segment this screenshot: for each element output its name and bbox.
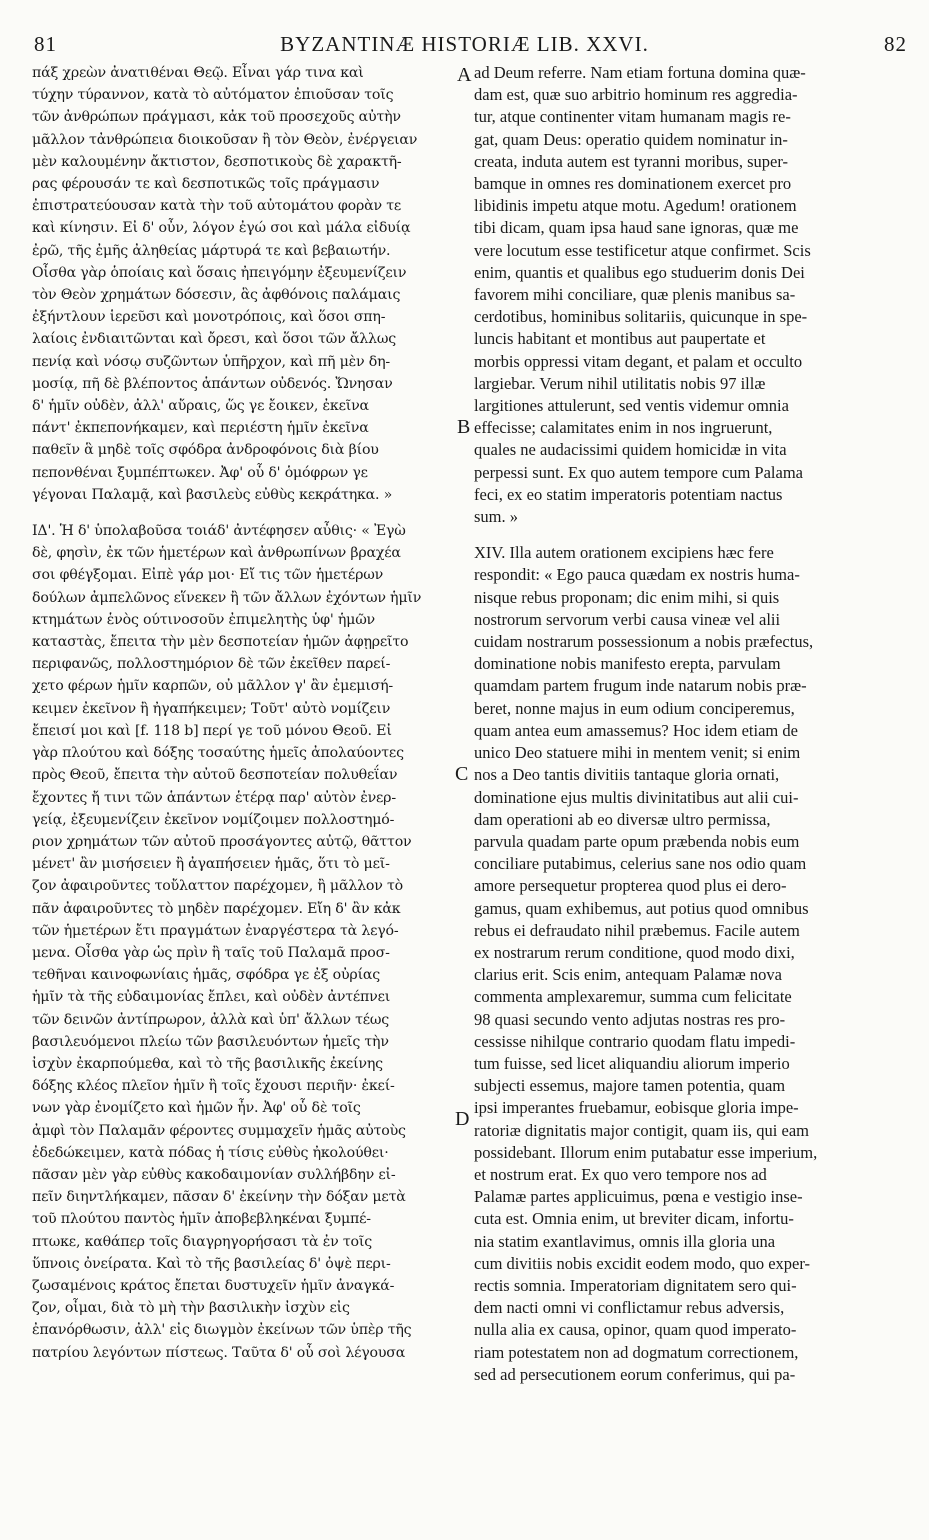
text-line: πατρίου λεγόντων πίστεως. Ταῦτα δ' οὖ σοὶ λέγουσα bbox=[32, 1344, 406, 1361]
text-line: ὕπνοις ὀνείρατα. Καὶ τὸ τῆς βασιλείας δ' ὀψὲ περι- bbox=[32, 1255, 391, 1272]
text-line: ζον ἀφαιροῦντες τοὔλαττον παρέχομεν, ἢ μᾶλλον τὸ bbox=[32, 878, 403, 895]
text-line: nulla alia ex causa, opinor, quam quod imperato- bbox=[474, 1320, 797, 1340]
text-line: luncis habitant et montibus aut paupertate et bbox=[474, 329, 766, 349]
text-line: μᾶλλον τἀνθρώπεια διοικοῦσαν ἢ τὸν Θεὸν, ἐνέργειαν bbox=[32, 131, 418, 148]
text-line: ζον, οἶμαι, διὰ τὸ μὴ τὴν βασιλικὴν ἰσχὺν εἰς bbox=[32, 1300, 350, 1317]
text-line: clarius erit. Scis enim, antequam Palamæ nova bbox=[474, 965, 782, 985]
text-line: tur, atque continenter vitam humanam magis re- bbox=[474, 107, 791, 127]
text-line: effecisse; calamitates enim in nos ingruerunt, bbox=[474, 418, 773, 438]
text-line: largiebar. Verum nihil utilitatis nobis 97 illæ bbox=[474, 373, 766, 393]
text-line: καὶ κίνησιν. Εἰ δ' οὖν, λόγον ἐγώ σοι καὶ μάλα εἰδυίᾳ bbox=[32, 220, 411, 237]
text-line: γείᾳ, ἐξευμενίζειν ἐκεῖνον νομίζοιμεν πολλοστημό- bbox=[32, 811, 395, 828]
text-line: κειμεν ἐκεῖνον ἢ ἠγαπήκειμεν; Τοῦτ' αὐτὸ νομίζειν bbox=[32, 700, 391, 717]
text-line: λαίοις ἐνδιαιτῶνται καὶ ὄρεσι, καὶ ὅσοι τῶν ἄλλως bbox=[32, 331, 396, 348]
text-line: βασιλευόμενοι πλείω τῶν βασιλευόντων ἡμεῖς τὴν bbox=[32, 1033, 389, 1050]
text-line: καταστὰς, ἔπειτα τὴν μὲν δεσποτείαν ἡμῶν ἀφῃρεῖτο bbox=[32, 634, 409, 651]
text-line: τῶν δεινῶν ἀντίπρωρον, ἀλλὰ καὶ ὑπ' ἄλλων τέως bbox=[32, 1011, 390, 1028]
text-line: χετο φέρων ἡμῖν καρπῶν, οὐ μᾶλλον γ' ἂν ἐμεμισή- bbox=[32, 678, 394, 695]
text-line: commenta amplexaremur, summa cum felicitate bbox=[474, 987, 792, 1007]
paragraph-gap bbox=[474, 528, 910, 542]
margin-marker-c: C bbox=[455, 763, 469, 785]
text-line: μενα. Οἶσθα γὰρ ὡς πρὶν ἢ ταῖς τοῦ Παλαμᾶ προσ- bbox=[32, 944, 390, 961]
text-line: νων γὰρ ἐνομίζετο καὶ ἡμῶν ἦν. Ἀφ' οὗ δὲ τοῖς bbox=[32, 1100, 361, 1117]
text-line: cessisse nihilque contrario quodam flatu impedi- bbox=[474, 1031, 796, 1051]
text-line: cerdotibus, hominibus solitariis, quicunque in spe- bbox=[474, 307, 808, 327]
text-line: ex nostrarum rerum conditione, quod modo dixi, bbox=[474, 942, 795, 962]
text-line: favorem mihi conciliare, quæ plenis manibus sa- bbox=[474, 285, 796, 305]
text-line: dam est, quæ suo arbitrio hominum res aggredia- bbox=[474, 85, 798, 105]
running-title: BYZANTINÆ HISTORIÆ LIB. XXVI. bbox=[280, 32, 649, 56]
text-line: rectis somnia. Imperatoriam dignitatem sero qui- bbox=[474, 1275, 797, 1295]
text-line: quales ne audacissimi quidem homicidæ in vita bbox=[474, 440, 787, 460]
text-line: περιφανῶς, πολλοστημόριον δὲ τῶν ἐκεῖθεν παρεί- bbox=[32, 656, 391, 673]
text-line: ζωσαμένοις κράτος ἔπεται δυστυχεῖν ἡμῖν ἀναγκά- bbox=[32, 1277, 395, 1294]
text-line: conciliare putabimus, celerius sane nos odio quam bbox=[474, 854, 807, 874]
text-line: ἡμῖν τὰ τῆς εὐδαιμονίας ἔπλει, καὶ οὐδὲν ἀντέπνει bbox=[32, 989, 391, 1006]
text-line: μὲν καλουμένην ἄκτιστον, δεσποτικοὺς δὲ χαρακτῆ- bbox=[32, 153, 402, 170]
text-line: libidinis impetu atque motu. Agedum! orationem bbox=[474, 196, 797, 216]
margin-marker-d: D bbox=[455, 1108, 470, 1130]
text-line: κτημάτων ἑνὸς ούτινοσοῦν ἐπιμελητὴς ὑφ' ἡμῶν bbox=[32, 611, 375, 628]
text-line: ΙΔ'. Ἡ δ' ὑπολαβοῦσα τοιάδ' ἀντέφησεν αὖθις· « Ἐγὼ bbox=[32, 523, 406, 540]
text-line: πενίᾳ καὶ νόσῳ συζῶντων ὑπῆρχον, καὶ πῆ μὲν δη- bbox=[32, 353, 390, 370]
text-line: nisque rebus proponam; dic enim mihi, si quis bbox=[474, 587, 780, 607]
text-line: cuta est. Omnia enim, ut breviter dicam, infortu- bbox=[474, 1209, 794, 1229]
text-line: τῶν ἡμετέρων ἔτι πραγμάτων ἐναργέστερα τὰ λεγό- bbox=[32, 922, 399, 939]
text-line: nostrorum servorum verbi causa vineæ vel alii bbox=[474, 609, 781, 629]
text-line: σοι φθέγξομαι. Εἰπὲ γάρ μοι· Εἴ τις τῶν ἡμετέρων bbox=[32, 567, 384, 584]
text-line: tum fuisse, sed licet aliquandiu aliorum imperio bbox=[474, 1053, 790, 1073]
margin-marker-a: A bbox=[457, 64, 472, 86]
text-line: dominatione ejus multis divinitatibus aut alii cui- bbox=[474, 787, 799, 807]
text-line: πεπονθέναι ξυμπέπτωκεν. Ἀφ' οὗ δ' ὁμόφρων γε bbox=[32, 464, 368, 481]
text-line: ἐπανόρθωσιν, ἀλλ' εἰς διωγμὸν ἐκείνων τῶν ὑπὲρ τῆς bbox=[32, 1322, 412, 1339]
text-line: πεῖν διηντλήκαμεν, πᾶσαν δ' ἐκείνην τὴν δόξαν μετὰ bbox=[32, 1189, 406, 1206]
text-line: τεθῆναι καινοφωνίαις ἡμᾶς, σφόδρα γε ἐξ οὐρίας bbox=[32, 967, 381, 984]
text-line: ἐδεδώκειμεν, κατὰ πόδας ἡ τίσις εὐθὺς ἠκολούθει· bbox=[32, 1144, 389, 1161]
text-line: amore persequetur propterea quod plus ei dero- bbox=[474, 876, 787, 896]
text-line: riam potestatem non ad dogmatum correctionem, bbox=[474, 1342, 799, 1362]
text-line: et nostrum erat. Ex quo vero tempore nos ad bbox=[474, 1164, 767, 1184]
text-line: subjecti essemus, majore tamen potentia, quam bbox=[474, 1076, 786, 1096]
text-line: parvula quadam parte opum præbenda nobis eum bbox=[474, 831, 800, 851]
text-line: cum divitiis nobis excidit eodem modo, quo exper- bbox=[474, 1253, 811, 1273]
text-line: dominatione nobis manifesto erepta, parvulam bbox=[474, 654, 781, 674]
text-line: δούλων ἀμπελῶνος εἵνεκεν ἢ τῶν ἄλλων ἐχόντων ἡμῖν bbox=[32, 589, 422, 606]
text-line: ἰσχὺν ἐκαρπούμεθα, καὶ τὸ τῆς βασιλικῆς ἐκείνης bbox=[32, 1055, 383, 1072]
text-line: τὸν Θεὸν χρημάτων δόσεσιν, ἃς ἀφθόνοις παλάμαις bbox=[32, 287, 401, 304]
text-line: perpessi sunt. Ex quo autem tempore cum Palama bbox=[474, 462, 804, 482]
text-line: tibi dicam, quam ipsa haud sane ignoras, quæ me bbox=[474, 218, 799, 238]
text-line: τῶν ἀνθρώπων πράγμασι, κἀκ τοῦ προσεχοῦς αὐτὴν bbox=[32, 109, 401, 126]
text-line: largitiones attulerunt, sed ventis videmur omnia bbox=[474, 396, 789, 416]
text-line: possidebant. Illorum enim putabatur esse imperium, bbox=[474, 1142, 818, 1162]
text-line: τοῦ πλούτου παντὸς ἡμῖν ἀποβεβληκέναι ξυμπέ- bbox=[32, 1211, 371, 1228]
text-line: ἐπιστρατεύουσαν κατὰ τὴν τοῦ αὐτομάτου φορὰν τε bbox=[32, 198, 401, 215]
text-line: δὲ, φησὶν, ἐκ τῶν ἡμετέρων καὶ ἀνθρωπίνων βραχέα bbox=[32, 545, 401, 562]
paragraph-gap bbox=[32, 506, 448, 520]
text-line: bamque in omnes res dominationem exercet pro bbox=[474, 174, 792, 194]
text-line: πρὸς Θεοῦ, ἔπειτα τὴν αὐτοῦ δεσποτείαν πολυθεΐαν bbox=[32, 767, 398, 784]
text-line: feci, ex eo statim imperatoris potentiam nactus bbox=[474, 484, 783, 504]
text-line: ριον χρημάτων τῶν αὐτοῦ προσάγοντες αὐτῷ, θᾶττον bbox=[32, 833, 412, 850]
text-line: γὰρ πλούτου καὶ δόξης τοσαύτης ἡμεῖς ἀπολαύοντες bbox=[32, 745, 404, 762]
text-line: nia statim exantlavimus, omnis illa gloria una bbox=[474, 1231, 776, 1251]
text-line: sed ad persecutionem eorum conferimus, qui pa- bbox=[474, 1364, 796, 1384]
page-number-right: 82 bbox=[884, 32, 907, 56]
margin-marker-b: B bbox=[457, 416, 471, 438]
text-line: beret, nonne majus in eum odium conciperemus, bbox=[474, 698, 795, 718]
text-line: ἀμφὶ τὸν Παλαμᾶν φέροντες συμμαχεῖν ἡμᾶς αὐτοὺς bbox=[32, 1122, 406, 1139]
text-line: ρας φέρουσάν τε καὶ δεσποτικῶς τοῖς πράγμασιν bbox=[32, 176, 380, 193]
text-line: δ' ἡμῖν οὐδὲν, ἀλλ' αὔραις, ὥς γε ἔοικεν, ἐκεῖνα bbox=[32, 398, 369, 415]
text-line: ἐξήντλουν ἱερεῦσι καὶ μονοτρόποις, καὶ ὅσοι σπη- bbox=[32, 309, 386, 326]
text-line: Palamæ partes applicuimus, pœna e vestigio inse- bbox=[474, 1187, 803, 1207]
text-line: morbis oppressi vitam degant, et palam et occulto bbox=[474, 351, 803, 371]
text-line: vere locutum esse testificetur atque confirmet. Scis bbox=[474, 240, 811, 260]
text-line: nos a Deo tantis divitiis tantaque gloria ornati, bbox=[474, 765, 780, 785]
text-line: τύχην τύραννον, κατὰ τὸ αὐτόματον ἐπιοῦσαν τοῖς bbox=[32, 87, 394, 104]
text-line: ἔπεισί μοι καὶ [f. 118 b] περί γε τοῦ μόνου Θεοῦ. Εἰ bbox=[32, 722, 392, 739]
text-line: cuidam nostrarum possessionum a nobis præfectus, bbox=[474, 632, 814, 652]
text-line: rebus ei defraudato nihil præbemus. Facile autem bbox=[474, 920, 800, 940]
text-line: respondit: « Ego pauca quædam ex nostris huma- bbox=[474, 565, 800, 585]
text-line: ipsi imperantes fruebamur, eobisque gloria impe- bbox=[474, 1098, 799, 1118]
text-line: ad Deum referre. Nam etiam fortuna domina quæ- bbox=[474, 63, 806, 82]
page-number-left: 81 bbox=[34, 32, 57, 56]
text-line: ἔχοντες ἤ τινι τῶν ἁπάντων ἑτέρᾳ παρ' αὐτὸν ἐνερ- bbox=[32, 789, 396, 806]
text-line: ratoriæ dignitatis major contigit, quam iis, qui eam bbox=[474, 1120, 809, 1140]
text-line: quam antea eum amassemus? Hoc idem etiam de bbox=[474, 720, 798, 740]
text-line: μένετ' ἂν μισήσειεν ἢ ἀγαπήσειεν ἡμᾶς, ὅτι τὸ μεῖ- bbox=[32, 856, 390, 873]
text-line: quamdam partem frugum inde natarum nobis præ- bbox=[474, 676, 807, 696]
text-line: πάξ χρεὼν ἀνατιθέναι Θεῷ. Εἶναι γάρ τινα καὶ bbox=[32, 65, 364, 81]
text-line: μοσίᾳ, πῆ δὲ βλέποντος ἁπάντων οὐδενός. Ὤνησαν bbox=[32, 375, 393, 392]
text-line: dam operationi ab eo diversæ ultro permissa, bbox=[474, 809, 771, 829]
text-line: gamus, quam exhibemus, aut potius quod omnibus bbox=[474, 898, 809, 918]
text-line: unico Deo statuere mihi in mentem venit; si enim bbox=[474, 743, 801, 763]
latin-column bbox=[474, 62, 910, 1386]
text-line: πάντ' ἐκπεπονήκαμεν, καὶ περιέστη ἡμῖν ἐκεῖνα bbox=[32, 420, 369, 437]
text-line: πᾶσαν μὲν γὰρ εὐθὺς κακοδαιμονίαν συλλήβδην εἰ- bbox=[32, 1166, 396, 1183]
text-line: πᾶν ἀφαιροῦντες τὸ μηδὲν παρέχομεν. Εἴη δ' ἂν κἀκ bbox=[32, 900, 401, 917]
text-line: sum. » bbox=[474, 507, 519, 527]
text-line: Οἶσθα γὰρ ὁποίαις καὶ ὅσαις ἠπειγόμην ἐξευμενίζειν bbox=[32, 264, 407, 281]
text-line: δόξης κλέος πλεῖον ἡμῖν ἢ τοῖς ἔχουσι περιῆν· ἐκεί- bbox=[32, 1078, 395, 1095]
text-line: creata, induta autem est tyranni moribus, super- bbox=[474, 151, 788, 171]
text-line: XIV. Illa autem orationem excipiens hæc fere bbox=[474, 543, 774, 563]
text-line: dem nacti omni vi conflictamur rebus adversis, bbox=[474, 1298, 785, 1318]
text-line: enim, quantis et qualibus ego studuerim donis Dei bbox=[474, 262, 805, 282]
text-line: γέγοναι Παλαμᾷ, καὶ βασιλεὺς εὐθὺς κεκράτηκα. » bbox=[32, 486, 393, 503]
text-line: πτωκε, καθάπερ τοῖς διαγρηγορήσασι τὰ ἐν τοῖς bbox=[32, 1233, 372, 1250]
text-line: ἐρῶ, τῆς ἐμῆς ἀληθείας μάρτυρά τε καὶ βεβαιωτήν. bbox=[32, 242, 391, 259]
text-line: gat, quam Deus: operatio quidem nominatur in- bbox=[474, 129, 788, 149]
text-line: 98 quasi secundo vento adjutas nostras res pro- bbox=[474, 1009, 786, 1029]
text-line: παθεῖν ἃ μηδὲ τοῖς σφόδρα ἀνδροφόνοις διὰ βίου bbox=[32, 442, 379, 459]
greek-column bbox=[32, 62, 448, 1364]
